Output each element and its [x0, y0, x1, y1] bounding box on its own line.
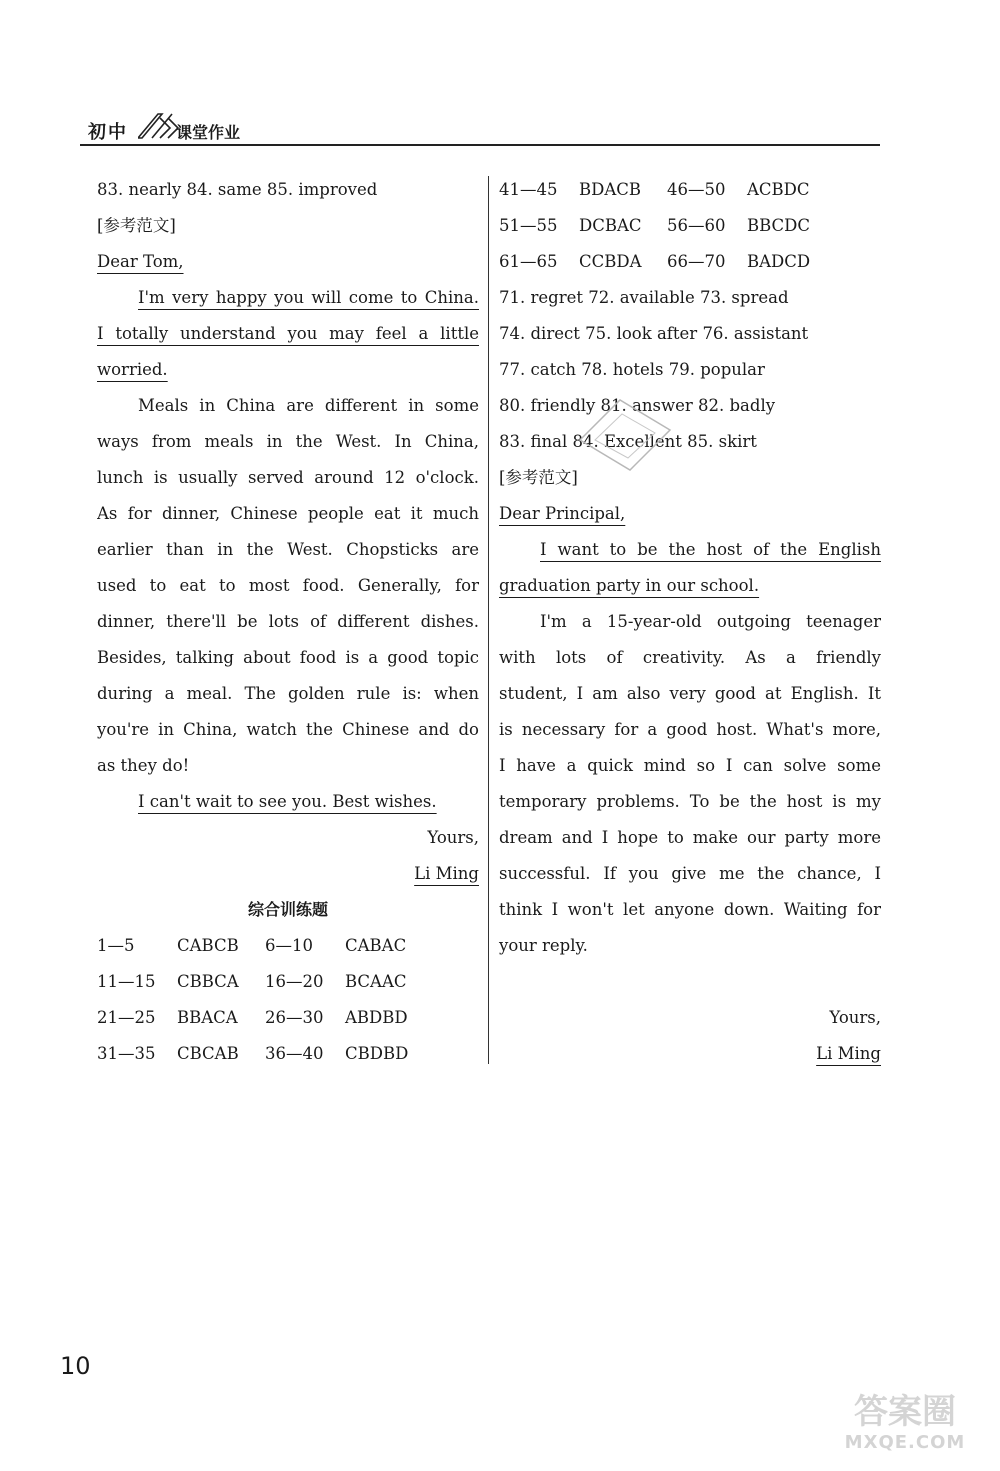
- answer-row: 51—55 DCBAC 56—60 BBCDC: [499, 216, 811, 235]
- sample-essay-label: [参考范文]: [97, 216, 176, 235]
- answer-row: 41—45 BDACB 46—50 ACBDC: [499, 180, 810, 199]
- word-answers: 80. friendly 81. answer 82. badly: [499, 396, 776, 415]
- letter-closing: Yours,: [829, 1008, 881, 1027]
- grade-level: 初中: [88, 122, 128, 143]
- letter-line: your reply.: [499, 936, 588, 955]
- letter-line: successful. If you give me the chance, I: [499, 864, 881, 883]
- answer-row: 1—5 CABCB 6—10 CABAC: [97, 936, 407, 955]
- answer-row: 11—15 CBBCA 16—20 BCAAC: [97, 972, 407, 991]
- sample-essay-label: [参考范文]: [499, 468, 578, 487]
- answer-row: 61—65 CCBDA 66—70 BADCD: [499, 252, 811, 271]
- watermark-url: MXQE.COM: [844, 1432, 966, 1453]
- letter-line: student, I am also very good at English. It: [499, 684, 881, 703]
- answer-row: 21—25 BBACA 26—30 ABDBD: [97, 1008, 408, 1027]
- stamp-graphic: [560, 360, 690, 490]
- word-answers: 74. direct 75. look after 76. assistant: [499, 324, 809, 343]
- letter-line: I want to be the host of the English: [540, 540, 881, 559]
- letter-signature: Li Ming: [414, 864, 479, 883]
- letter-line: with lots of creativity. As a friendly: [499, 648, 881, 667]
- right-column: [499, 172, 881, 1072]
- header-rule: [80, 144, 880, 146]
- answer-list: [97, 928, 479, 1072]
- letter-line: graduation party in our school.: [499, 576, 760, 595]
- left-column: [97, 172, 479, 1072]
- watermark: [840, 1392, 970, 1462]
- page-header: [80, 112, 880, 146]
- letter-line: I have a quick mind so I can solve some: [499, 756, 881, 775]
- word-answers: 77. catch 78. hotels 79. popular: [499, 360, 765, 379]
- letter-line: worried.: [97, 360, 168, 379]
- word-answers: 71. regret 72. available 73. spread: [499, 288, 789, 307]
- answer-row: 31—35 CBCAB 36—40 CBDBD: [97, 1044, 409, 1063]
- letter-line: dream and I hope to make our party more: [499, 828, 881, 847]
- letter-line: as they do!: [97, 756, 190, 775]
- letter-line: dinner, there'll be lots of different dishes.: [97, 612, 479, 631]
- page-number: 10: [60, 1352, 91, 1380]
- watermark-logo: 答案圈: [854, 1392, 956, 1432]
- letter-greeting: Dear Principal,: [499, 504, 626, 523]
- letter-line: I'm a 15-year-old outgoing teenager: [540, 612, 881, 631]
- word-answers: 83. nearly 84. same 85. improved: [97, 180, 378, 199]
- letter-line: I'm very happy you will come to China.: [138, 288, 479, 307]
- letter-line: used to eat to most food. Generally, for: [97, 576, 479, 595]
- letter-line: you're in China, watch the Chinese and do: [97, 720, 479, 739]
- letter-signature: Li Ming: [816, 1044, 881, 1063]
- letter-line: As for dinner, Chinese people eat it much: [97, 504, 479, 523]
- letter-line: lunch is usually served around 12 o'clock.: [97, 468, 479, 487]
- column-divider: [488, 176, 489, 1064]
- letter-line: temporary problems. To be the host is my: [499, 792, 881, 811]
- word-answers: 83. final 84. Excellent 85. skirt: [499, 432, 757, 451]
- letter-line: Meals in China are different in some: [138, 396, 479, 415]
- letter-line: is necessary for a good host. What's more,: [499, 720, 881, 739]
- letter-line: during a meal. The golden rule is: when: [97, 684, 479, 703]
- letter-greeting: Dear Tom,: [97, 252, 184, 271]
- letter-closing: Yours,: [427, 828, 479, 847]
- letter-line: I totally understand you may feel a little: [97, 324, 479, 343]
- letter-line: Besides, talking about food is a good topic: [97, 648, 479, 667]
- letter-line: ways from meals in the West. In China,: [97, 432, 479, 451]
- book-subtitle: 课堂作业: [176, 123, 241, 142]
- letter-line: I can't wait to see you. Best wishes.: [138, 792, 437, 811]
- letter-line: think I won't let anyone down. Waiting for: [499, 900, 881, 919]
- letter-line: earlier than in the West. Chopsticks are: [97, 540, 479, 559]
- section-title: 综合训练题: [247, 900, 328, 919]
- blank-line: [499, 964, 881, 1000]
